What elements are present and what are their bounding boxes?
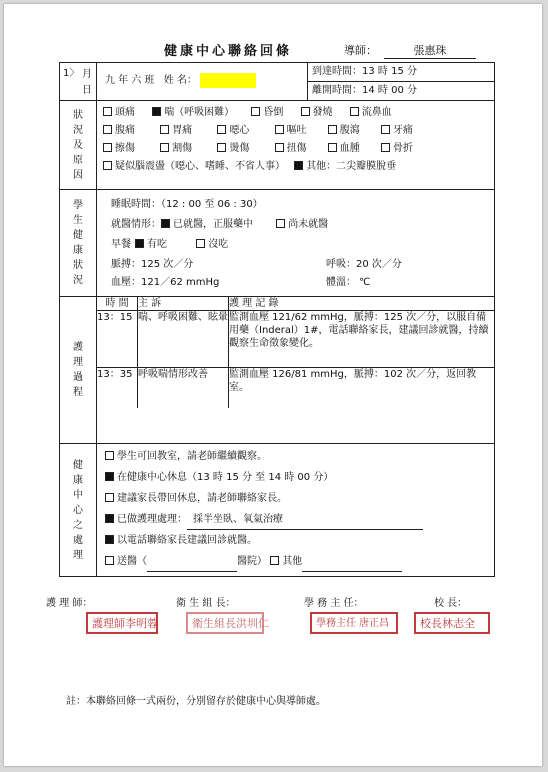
checkbox-checked[interactable] bbox=[161, 219, 170, 228]
leave-label: 離開時間： bbox=[312, 85, 362, 96]
arrive-label: 到達時間： bbox=[312, 66, 362, 77]
student-status-heading: 學 生 健 康 狀 況 bbox=[60, 190, 97, 297]
class-name-cell bbox=[97, 63, 308, 101]
checkbox[interactable] bbox=[251, 107, 260, 116]
table-row: 13：15 喘、呼吸困難、眩暈 監測血壓 121/62 mmHg，脈搏：125 次／分，以服自備用藥（Inderal）1#，電話聯絡家長，建議回診就醫，持續觀察生命徵象變化。 bbox=[97, 311, 494, 368]
disposal-opt-5: 以電話聯絡家長建議回診就醫。 bbox=[117, 535, 257, 546]
teacher-name: 張惠珠 bbox=[384, 42, 476, 59]
checkbox[interactable] bbox=[103, 125, 112, 134]
checkbox-checked[interactable] bbox=[135, 239, 144, 248]
arrive-time: 13 時 15 分 bbox=[362, 66, 417, 77]
checkbox[interactable] bbox=[103, 161, 112, 170]
checkbox[interactable] bbox=[160, 125, 169, 134]
principal-label: 校 長： bbox=[434, 598, 468, 609]
name-redaction bbox=[200, 73, 256, 88]
report-table bbox=[59, 62, 495, 577]
nursing-heading: 護 理 過 程 bbox=[60, 297, 97, 444]
footnote: 註：本聯絡回條一式兩份，分別留存於健康中心與導師處。 bbox=[66, 696, 326, 707]
disposal-opt-1: 學生可回教室，請老師繼續觀察。 bbox=[117, 451, 267, 462]
checkbox[interactable] bbox=[217, 125, 226, 134]
checkbox[interactable] bbox=[328, 143, 337, 152]
checkbox-checked[interactable] bbox=[152, 107, 161, 116]
disposal-opt-2: 在健康中心休息（13 時 15 分 至 14 時 00 分） bbox=[117, 472, 334, 483]
page-title: 健康中心聯絡回條 bbox=[164, 44, 293, 59]
checkbox[interactable] bbox=[105, 493, 114, 502]
col-complaint: 主 訴 bbox=[138, 297, 229, 311]
signature-area bbox=[4, 594, 542, 654]
date-cell bbox=[60, 63, 97, 101]
checkbox-checked[interactable] bbox=[294, 161, 303, 170]
affairs-director-label: 學 務 主 任： bbox=[304, 598, 364, 609]
breakfast-row: 早餐 有吃 沒吃 bbox=[111, 239, 229, 250]
date-mark: 1〉 bbox=[63, 67, 80, 79]
concussion-label: 疑似腦震盪（噁心、嗜睡、不省人事） bbox=[115, 161, 285, 172]
other-condition-label: 其他：二尖瓣膜脫垂 bbox=[306, 161, 397, 172]
health-chief-label: 衛 生 組 長： bbox=[176, 598, 236, 609]
student-status-cell bbox=[97, 190, 495, 297]
checkbox-checked[interactable] bbox=[105, 535, 114, 544]
disposal-opt-4-label: 已做護理處理： bbox=[117, 514, 187, 525]
checkbox[interactable] bbox=[275, 125, 284, 134]
checkbox[interactable] bbox=[160, 143, 169, 152]
checkbox[interactable] bbox=[196, 239, 205, 248]
vitals-row-2 bbox=[111, 274, 494, 292]
checkbox-checked[interactable] bbox=[105, 472, 114, 481]
breathing: 呼吸：20 次／分 bbox=[326, 259, 402, 270]
symptoms-cell bbox=[97, 101, 495, 190]
name-label: 姓 名： bbox=[163, 75, 197, 86]
nurse-stamp: 護理師李明蓉 bbox=[86, 612, 158, 634]
title-row bbox=[4, 40, 542, 60]
nurse-label: 護 理 師： bbox=[46, 598, 93, 609]
checkbox[interactable] bbox=[276, 219, 285, 228]
symptom-row-4 bbox=[103, 158, 494, 176]
checkbox[interactable] bbox=[381, 125, 390, 134]
checkbox[interactable] bbox=[217, 143, 226, 152]
checkbox[interactable] bbox=[270, 556, 279, 565]
affairs-director-stamp: 學務主任 唐正昌 bbox=[310, 612, 398, 634]
checkbox[interactable] bbox=[103, 143, 112, 152]
leave-time: 14 時 00 分 bbox=[362, 85, 417, 96]
medical-row: 就醫情形： 已就醫，正服藥中 尚未就醫 bbox=[111, 219, 329, 230]
symptom-row-2: 腹痛 胃痛 噁心 嘔吐 腹瀉 牙痛 bbox=[103, 122, 494, 140]
blood-pressure: 血壓：121／62 mmHg bbox=[111, 277, 220, 288]
time-cell bbox=[308, 63, 495, 101]
temperature: 體溫： ℃ bbox=[326, 277, 371, 288]
checkbox[interactable] bbox=[275, 143, 284, 152]
checkbox[interactable] bbox=[328, 125, 337, 134]
table-row: 13：35 呼吸喘情形改善 監測血壓 126/81 mmHg，脈搏：102 次／分，返回教室。 bbox=[97, 368, 494, 409]
checkbox[interactable] bbox=[381, 143, 390, 152]
disposal-heading: 健 康 中 心 之 處 理 bbox=[60, 444, 97, 577]
checkbox[interactable] bbox=[103, 107, 112, 116]
sleep-time: 睡眠時間：（12 : 00 至 06 : 30） bbox=[111, 199, 263, 210]
checkbox-checked[interactable] bbox=[105, 514, 114, 523]
disposal-opt-3: 建議家長帶回休息，請老師聯絡家長。 bbox=[117, 493, 287, 504]
health-chief-stamp: 衛生組長洪圳仁 bbox=[186, 612, 264, 634]
principal-stamp: 校長林志全 bbox=[414, 612, 490, 634]
pulse: 脈搏：125 次／分 bbox=[111, 259, 194, 270]
symptoms-heading: 狀 況 及 原 因 bbox=[60, 101, 97, 190]
checkbox[interactable] bbox=[105, 556, 114, 565]
nursing-table bbox=[97, 297, 494, 408]
checkbox[interactable] bbox=[301, 107, 310, 116]
teacher-label: 導師： bbox=[344, 44, 377, 57]
col-time: 時 間 bbox=[97, 297, 138, 311]
contact-slip-page bbox=[4, 4, 542, 766]
disposal-opt-4-value: 採半坐臥、氧氣治療 bbox=[187, 511, 423, 530]
symptom-row-3: 擦傷 割傷 燙傷 扭傷 血腫 骨折 bbox=[103, 140, 494, 158]
date-month: 月 bbox=[82, 68, 92, 80]
disposal-cell: 學生可回教室，請老師繼續觀察。 在健康中心休息（13 時 15 分 至 14 時 00 分） 建議家長帶回休息，請老師聯絡家長。 已做護理處理： 採半坐臥、氧氣治療 以電話聯絡家長建議回診就醫。 送醫（ 醫院） 其他 bbox=[97, 444, 495, 577]
checkbox[interactable] bbox=[105, 451, 114, 460]
checkbox[interactable] bbox=[350, 107, 359, 116]
date-day: 日 bbox=[82, 84, 92, 96]
class-label: 九 年 六 班 bbox=[105, 75, 155, 86]
vitals-row-1 bbox=[111, 256, 494, 274]
nursing-cell bbox=[97, 297, 495, 444]
symptom-row-1: 頭痛 喘（呼吸困難） 昏倒 發燒 流鼻血 bbox=[103, 104, 494, 122]
col-record: 護 理 記 錄 bbox=[229, 297, 495, 311]
